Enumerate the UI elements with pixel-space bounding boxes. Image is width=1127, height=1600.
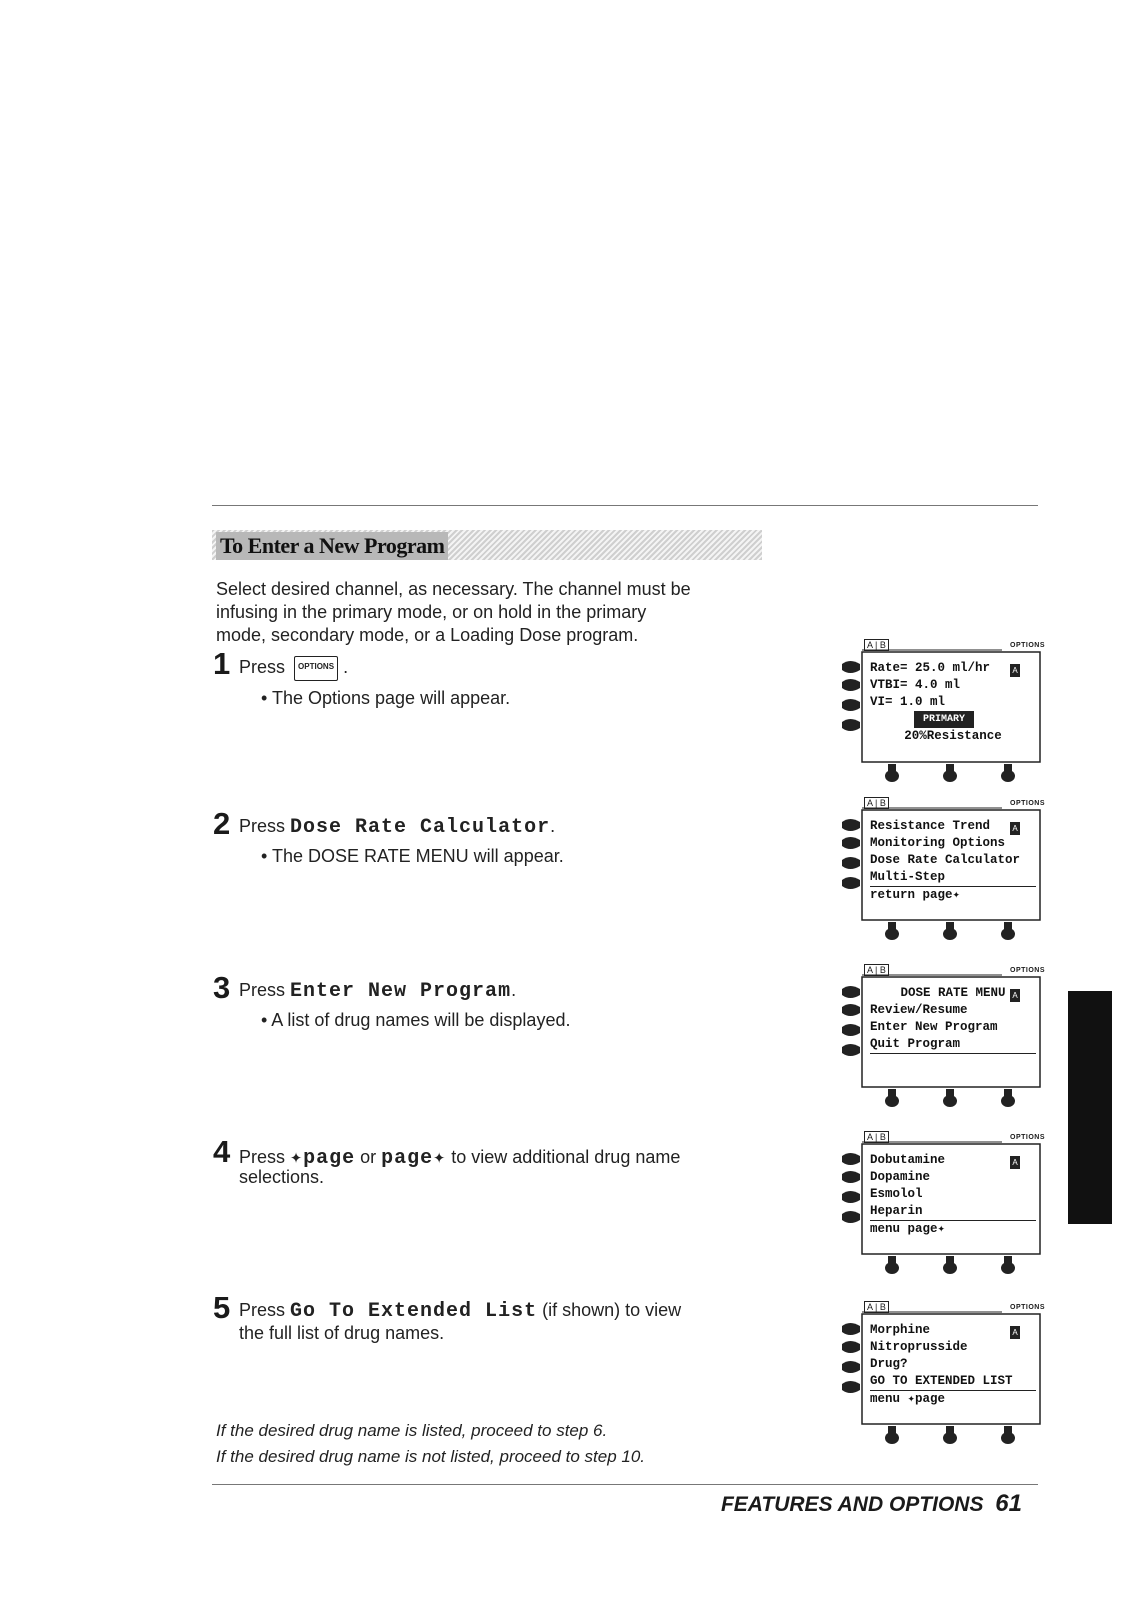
channel-ab-icon: A | B <box>864 1301 889 1313</box>
lcd-line: menu page✦ <box>870 1220 1036 1238</box>
channel-ab-icon: A | B <box>864 1131 889 1143</box>
options-key-label: OPTIONS <box>1010 1304 1046 1311</box>
lcd-line: Multi-Step <box>870 870 946 884</box>
step-text: Press <box>239 1147 286 1167</box>
lcd-line: Resistance Trend <box>870 819 991 833</box>
options-key-label: OPTIONS <box>1010 642 1046 649</box>
device-screen-1 <box>832 620 1052 790</box>
lcd-display <box>870 1322 1036 1408</box>
step-text: Press <box>239 816 286 836</box>
section-title-band <box>212 530 762 560</box>
command-enter-new-program: Enter New Program <box>290 980 512 1003</box>
options-key-label: OPTIONS <box>1010 1134 1046 1141</box>
lcd-line: Quit Program <box>870 1037 961 1051</box>
top-rule <box>212 505 1038 506</box>
step-number: 4 <box>213 1134 231 1169</box>
channel-indicator: A <box>1010 1326 1020 1339</box>
lcd-line: Esmolol <box>870 1187 923 1201</box>
lcd-line: Monitoring Options <box>870 836 1006 850</box>
step-text: Press <box>239 1300 286 1320</box>
lcd-line: Rate= 25.0 ml/hr <box>870 661 991 675</box>
lcd-line: Dobutamine <box>870 1153 946 1167</box>
lcd-display <box>870 1152 1036 1238</box>
channel-indicator: A <box>1010 822 1020 835</box>
step-bullet: • A list of drug names will be displayed. <box>261 1010 571 1030</box>
lcd-display <box>870 818 1036 904</box>
lcd-display <box>870 660 1036 745</box>
step-number: 3 <box>213 970 231 1005</box>
step-text: Press <box>239 657 286 677</box>
device-screen-4 <box>832 1112 1052 1282</box>
options-key-label: OPTIONS <box>1010 967 1046 974</box>
lcd-line: Review/Resume <box>870 1003 968 1017</box>
note-not-listed: If the desired drug name is not listed, proceed to step 10. <box>216 1447 646 1466</box>
step-bullet: • The DOSE RATE MENU will appear. <box>261 846 564 866</box>
step-text-line2: selections. <box>239 1167 325 1187</box>
lcd-line: Drug? <box>870 1357 908 1371</box>
channel-indicator: A <box>1010 989 1020 1002</box>
device-screen-5 <box>832 1282 1052 1452</box>
lcd-display <box>870 985 1036 1071</box>
lcd-line: DOSE RATE MENU <box>900 986 1006 1000</box>
step-bullet: • The Options page will appear. <box>261 688 511 708</box>
intro-paragraph: Select desired channel, as necessary. The channel must be infusing in the primary mode, or on hold in the primary mode, secondary mode, or a Loading Dose program. <box>216 579 691 645</box>
footer <box>721 1490 1022 1518</box>
options-key-label: OPTIONS <box>1010 800 1046 807</box>
command-prev-page: ✦page <box>290 1147 356 1170</box>
step-number: 1 <box>213 646 231 681</box>
notes <box>216 1418 645 1470</box>
note-listed: If the desired drug name is listed, proceed to step 6. <box>216 1421 608 1440</box>
device-screen-3 <box>832 945 1052 1115</box>
lcd-line: Morphine <box>870 1323 931 1337</box>
command-dose-rate-calculator: Dose Rate Calculator <box>290 816 551 839</box>
step-text: Press <box>239 980 286 1000</box>
step-number: 5 <box>213 1290 231 1325</box>
lcd-line: VI= 1.0 ml <box>870 695 946 709</box>
lcd-line: Heparin <box>870 1204 923 1218</box>
chapter-tab <box>1068 991 1112 1224</box>
lcd-line: menu ✦page <box>870 1390 1036 1408</box>
channel-indicator: A <box>1010 664 1020 677</box>
channel-ab-icon: A | B <box>864 797 889 809</box>
device-screen-2 <box>832 778 1052 948</box>
command-go-to-extended-list: Go To Extended List <box>290 1300 538 1323</box>
lcd-line: return page✦ <box>870 886 1036 904</box>
footer-label: FEATURES AND OPTIONS <box>720 1493 984 1516</box>
page-number: 61 <box>995 1490 1022 1517</box>
options-key-icon: OPTIONS <box>294 656 338 681</box>
channel-ab-icon: A | B <box>864 639 889 651</box>
step-text-line2: the full list of drug names. <box>239 1323 445 1343</box>
lcd-line: Dose Rate Calculator <box>870 853 1021 867</box>
command-next-page: page✦ <box>381 1147 447 1170</box>
bottom-rule <box>212 1484 1038 1485</box>
channel-indicator: A <box>1010 1156 1020 1169</box>
lcd-line: 20%Resistance <box>904 729 1002 743</box>
section-title: To Enter a New Program <box>216 532 448 560</box>
lcd-line: Nitroprusside <box>870 1340 968 1354</box>
lcd-line <box>870 1053 1036 1071</box>
lcd-line: PRIMARY <box>914 711 974 728</box>
lcd-line: VTBI= 4.0 ml <box>870 678 961 692</box>
step-number: 2 <box>213 806 231 841</box>
lcd-line: Enter New Program <box>870 1020 998 1034</box>
lcd-line: Dopamine <box>870 1170 931 1184</box>
channel-ab-icon: A | B <box>864 964 889 976</box>
lcd-line: GO TO EXTENDED LIST <box>870 1374 1013 1388</box>
